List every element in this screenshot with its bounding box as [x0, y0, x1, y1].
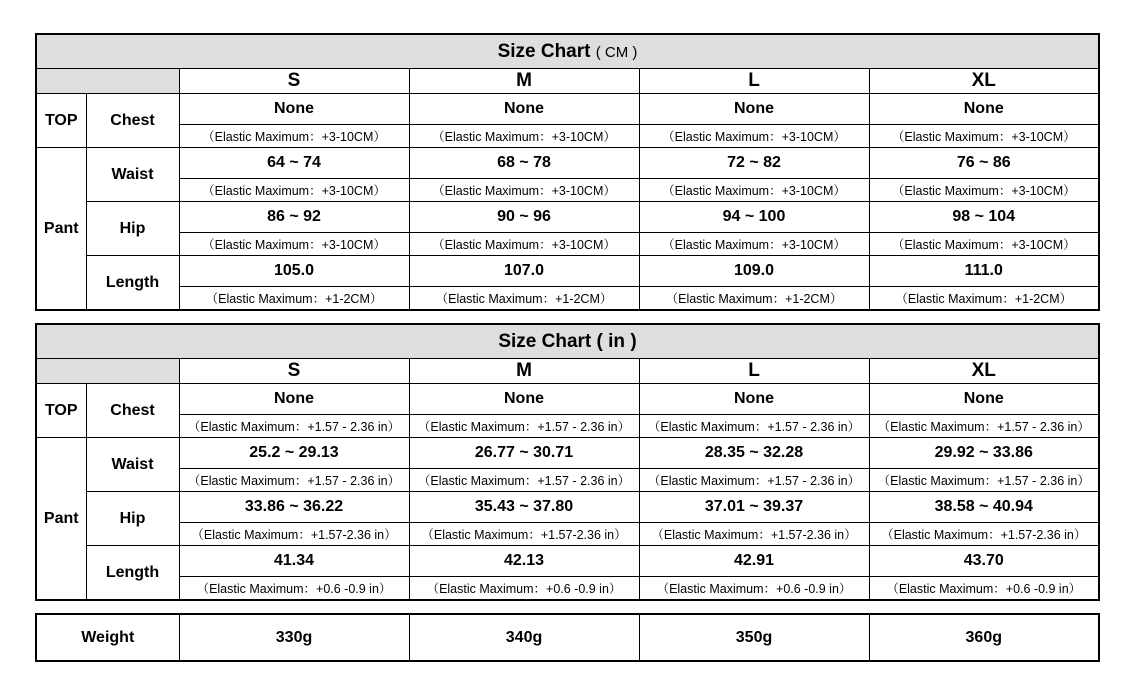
elastic-note: （Elastic Maximum：+1.57-2.36 in） [179, 523, 409, 546]
weight-value-xl: 360g [869, 614, 1099, 661]
elastic-note: （Elastic Maximum：+3-10CM） [869, 179, 1099, 202]
elastic-note: （Elastic Maximum：+1.57 - 2.36 in） [869, 415, 1099, 438]
group-label-pant: Pant [36, 148, 86, 311]
size-header-s: S [179, 359, 409, 384]
row-label-chest: Chest [86, 94, 179, 148]
size-chart-inch [35, 323, 1100, 601]
size-header-s: S [179, 69, 409, 94]
group-label-pant: Pant [36, 438, 86, 601]
group-label-top: TOP [36, 384, 86, 438]
value-cell: 68 ~ 78 [409, 148, 639, 179]
value-cell: 109.0 [639, 256, 869, 287]
elastic-note: （Elastic Maximum：+1-2CM） [639, 287, 869, 311]
elastic-note: （Elastic Maximum：+0.6 -0.9 in） [179, 577, 409, 601]
elastic-note: （Elastic Maximum：+1.57 - 2.36 in） [179, 469, 409, 492]
row-label-length: Length [86, 256, 179, 311]
value-cell: 90 ~ 96 [409, 202, 639, 233]
weight-value-s: 330g [179, 614, 409, 661]
elastic-note: （Elastic Maximum：+1.57-2.36 in） [869, 523, 1099, 546]
elastic-note: （Elastic Maximum：+1.57 - 2.36 in） [409, 415, 639, 438]
weight-table [35, 613, 1100, 662]
value-cell: None [409, 384, 639, 415]
value-cell: None [179, 384, 409, 415]
elastic-note: （Elastic Maximum：+1.57-2.36 in） [639, 523, 869, 546]
value-cell: 29.92 ~ 33.86 [869, 438, 1099, 469]
value-cell: 64 ~ 74 [179, 148, 409, 179]
size-chart-cm [35, 33, 1100, 311]
elastic-note: （Elastic Maximum：+3-10CM） [639, 179, 869, 202]
value-cell: 41.34 [179, 546, 409, 577]
elastic-note: （Elastic Maximum：+3-10CM） [869, 233, 1099, 256]
elastic-note: （Elastic Maximum：+0.6 -0.9 in） [639, 577, 869, 601]
chart-title-text: Size Chart [497, 40, 591, 62]
weight-value-m: 340g [409, 614, 639, 661]
elastic-note: （Elastic Maximum：+1.57 - 2.36 in） [639, 415, 869, 438]
chart-title-text: Size Chart [498, 330, 592, 352]
value-cell: None [409, 94, 639, 125]
value-cell: 111.0 [869, 256, 1099, 287]
chart-title-unit: ( in ) [596, 330, 637, 352]
row-label-hip: Hip [86, 202, 179, 256]
row-label-waist: Waist [86, 148, 179, 202]
elastic-note: （Elastic Maximum：+3-10CM） [409, 125, 639, 148]
size-header-xl: XL [869, 69, 1099, 94]
value-cell: 42.13 [409, 546, 639, 577]
size-header-l: L [639, 69, 869, 94]
elastic-note: （Elastic Maximum：+1-2CM） [409, 287, 639, 311]
value-cell: 33.86 ~ 36.22 [179, 492, 409, 523]
size-header-xl: XL [869, 359, 1099, 384]
value-cell: 107.0 [409, 256, 639, 287]
elastic-note: （Elastic Maximum：+0.6 -0.9 in） [869, 577, 1099, 601]
chart-title-unit: ( CM ) [595, 43, 638, 61]
elastic-note: （Elastic Maximum：+3-10CM） [869, 125, 1099, 148]
elastic-note: （Elastic Maximum：+3-10CM） [179, 125, 409, 148]
elastic-note: （Elastic Maximum：+3-10CM） [179, 179, 409, 202]
row-label-chest: Chest [86, 384, 179, 438]
value-cell: 98 ~ 104 [869, 202, 1099, 233]
value-cell: None [869, 94, 1099, 125]
elastic-note: （Elastic Maximum：+3-10CM） [179, 233, 409, 256]
row-label-waist: Waist [86, 438, 179, 492]
value-cell: 28.35 ~ 32.28 [639, 438, 869, 469]
value-cell: None [639, 384, 869, 415]
row-label-hip: Hip [86, 492, 179, 546]
weight-label: Weight [36, 614, 179, 661]
group-label-top: TOP [36, 94, 86, 148]
elastic-note: （Elastic Maximum：+3-10CM） [639, 125, 869, 148]
value-cell: 38.58 ~ 40.94 [869, 492, 1099, 523]
value-cell: None [869, 384, 1099, 415]
elastic-note: （Elastic Maximum：+0.6 -0.9 in） [409, 577, 639, 601]
value-cell: 76 ~ 86 [869, 148, 1099, 179]
size-header-m: M [409, 69, 639, 94]
value-cell: 86 ~ 92 [179, 202, 409, 233]
elastic-note: （Elastic Maximum：+1.57 - 2.36 in） [639, 469, 869, 492]
elastic-note: （Elastic Maximum：+3-10CM） [639, 233, 869, 256]
elastic-note: （Elastic Maximum：+1.57 - 2.36 in） [409, 469, 639, 492]
elastic-note: （Elastic Maximum：+1-2CM） [179, 287, 409, 311]
chart-title [36, 324, 1099, 359]
elastic-note: （Elastic Maximum：+3-10CM） [409, 233, 639, 256]
value-cell: None [179, 94, 409, 125]
value-cell: 42.91 [639, 546, 869, 577]
value-cell: 43.70 [869, 546, 1099, 577]
value-cell: 26.77 ~ 30.71 [409, 438, 639, 469]
value-cell: 25.2 ~ 29.13 [179, 438, 409, 469]
size-header-m: M [409, 359, 639, 384]
corner-cell [36, 359, 179, 384]
corner-cell [36, 69, 179, 94]
value-cell: 105.0 [179, 256, 409, 287]
elastic-note: （Elastic Maximum：+1-2CM） [869, 287, 1099, 311]
weight-value-l: 350g [639, 614, 869, 661]
value-cell: None [639, 94, 869, 125]
elastic-note: （Elastic Maximum：+3-10CM） [409, 179, 639, 202]
elastic-note: （Elastic Maximum：+1.57-2.36 in） [409, 523, 639, 546]
value-cell: 72 ~ 82 [639, 148, 869, 179]
elastic-note: （Elastic Maximum：+1.57 - 2.36 in） [179, 415, 409, 438]
chart-title [36, 34, 1099, 69]
row-label-length: Length [86, 546, 179, 601]
value-cell: 94 ~ 100 [639, 202, 869, 233]
value-cell: 35.43 ~ 37.80 [409, 492, 639, 523]
value-cell: 37.01 ~ 39.37 [639, 492, 869, 523]
elastic-note: （Elastic Maximum：+1.57 - 2.36 in） [869, 469, 1099, 492]
size-header-l: L [639, 359, 869, 384]
